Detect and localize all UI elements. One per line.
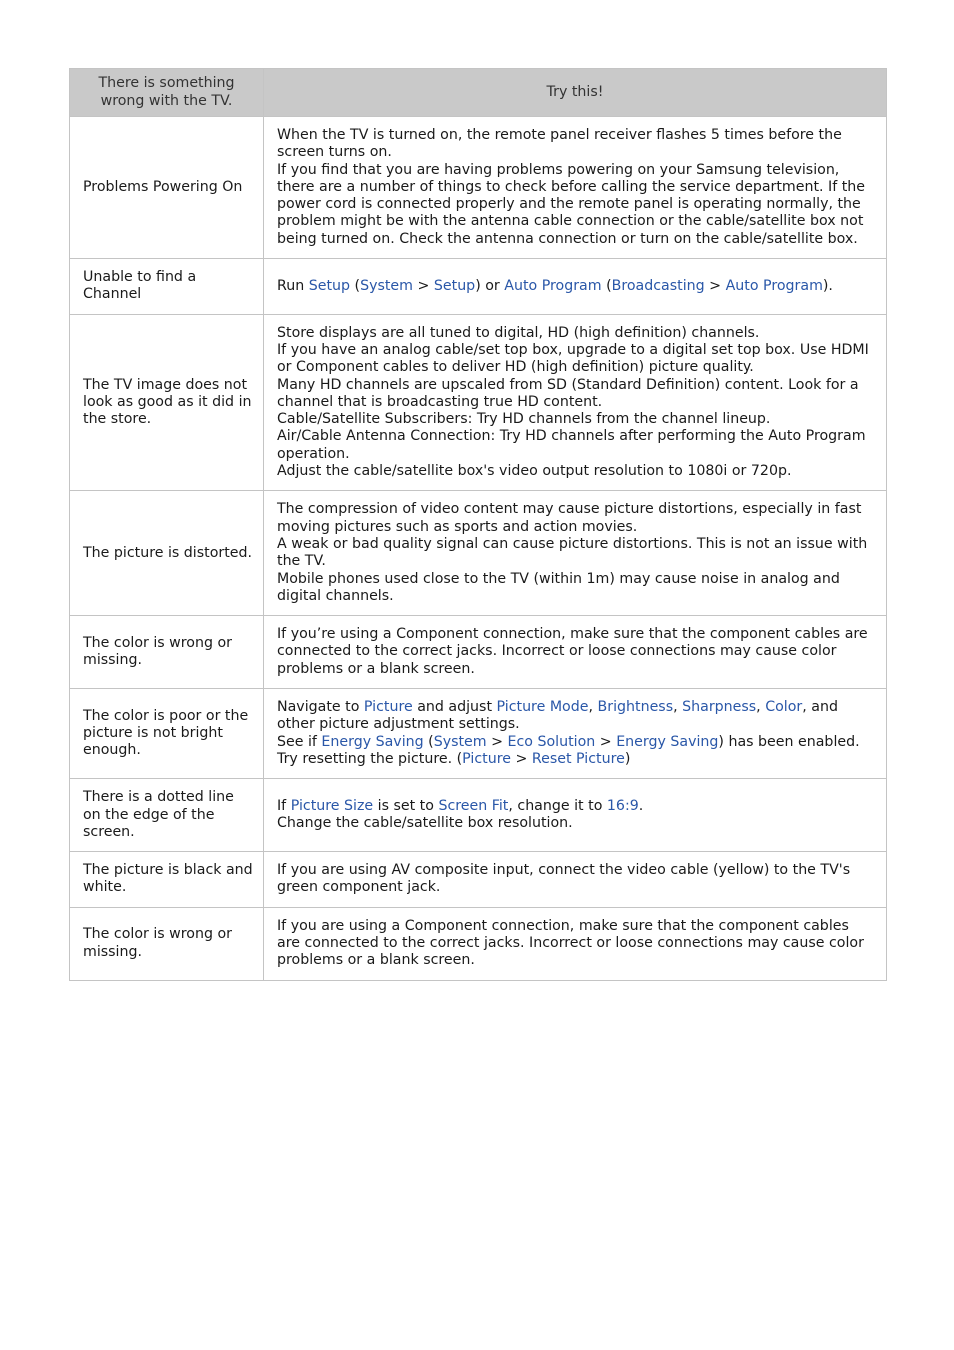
- menu-path-link: Setup: [433, 277, 476, 294]
- solution-cell: [264, 616, 887, 689]
- problem-cell: Problems Powering On: [70, 117, 264, 259]
- solution-line: [277, 734, 873, 751]
- solution-line: [277, 815, 873, 832]
- menu-path-link: Picture Size: [290, 797, 374, 814]
- solution-text: (: [601, 277, 612, 294]
- solution-text: A weak or bad quality signal can cause picture distortions. This is not an issue with the TV.: [277, 535, 868, 570]
- problem-cell: The color is poor or the picture is not bright enough.: [70, 689, 264, 779]
- solution-line: [277, 325, 873, 342]
- table-row: [70, 259, 887, 315]
- table-row: [70, 779, 887, 852]
- solution-text: >: [704, 277, 726, 294]
- solution-cell: [264, 259, 887, 315]
- solution-line: [277, 278, 873, 295]
- solution-line: [277, 463, 873, 480]
- table-row: [70, 314, 887, 491]
- solution-line: [277, 751, 873, 768]
- solution-text: (: [350, 277, 361, 294]
- table-row: [70, 491, 887, 616]
- menu-path-link: Brightness: [597, 699, 674, 716]
- solution-text: Run: [277, 277, 309, 294]
- solution-text: >: [412, 277, 434, 294]
- problem-cell: The color is wrong or missing.: [70, 616, 264, 689]
- menu-path-link: Sharpness: [682, 699, 757, 716]
- table-header-row: [70, 69, 887, 117]
- solution-text: , change it to: [508, 797, 607, 814]
- menu-path-link: Picture Mode: [496, 699, 589, 716]
- menu-path-link: Broadcasting: [611, 277, 705, 294]
- menu-path-link: System: [433, 733, 487, 750]
- menu-path-link: Setup: [308, 277, 351, 294]
- solution-text: ): [624, 750, 631, 767]
- solution-text: Many HD channels are upscaled from SD (Standard Definition) content. Look for a channel that is broadcasting true HD content.: [277, 376, 859, 410]
- solution-cell: [264, 852, 887, 908]
- solution-text: If: [277, 797, 291, 814]
- problem-cell: The TV image does not look as good as it did in the store.: [70, 314, 264, 491]
- solution-text: When the TV is turned on, the remote panel receiver flashes 5 times before the screen turns on.: [277, 127, 842, 161]
- solution-line: [277, 501, 873, 536]
- header-problem: There is something wrong with the TV.: [70, 69, 264, 117]
- solution-text: If you are using a Component connection, make sure that the component cables are connected to the correct jacks. Incorrect or loose connections may cause color problems or a blank screen.: [277, 917, 864, 969]
- solution-text: The compression of video content may cause picture distortions, especially in fast moving pictures such as sports and action movies.: [277, 501, 862, 535]
- solution-cell: [264, 117, 887, 259]
- solution-text: Store displays are all tuned to digital, HD (high definition) channels.: [277, 324, 760, 341]
- troubleshooting-table: [69, 68, 887, 981]
- solution-line: [277, 162, 873, 248]
- solution-text: Cable/Satellite Subscribers: Try HD channels from the channel lineup.: [277, 411, 771, 428]
- solution-line: [277, 411, 873, 428]
- solution-cell: [264, 689, 887, 779]
- solution-text: ,: [588, 699, 598, 716]
- table-row: [70, 117, 887, 259]
- menu-path-link: 16:9: [606, 797, 639, 814]
- solution-text: and adjust: [412, 699, 497, 716]
- solution-line: [277, 699, 873, 734]
- solution-text: >: [510, 750, 532, 767]
- solution-text: is set to: [373, 797, 439, 814]
- solution-line: [277, 918, 873, 970]
- menu-path-link: Energy Saving: [616, 733, 719, 750]
- menu-path-link: Auto Program: [504, 277, 602, 294]
- solution-text: >: [486, 733, 508, 750]
- solution-text: , and other picture adjustment settings.: [277, 699, 838, 733]
- solution-text: ) or: [475, 277, 505, 294]
- solution-line: [277, 127, 873, 162]
- solution-cell: [264, 779, 887, 852]
- solution-cell: [264, 491, 887, 616]
- solution-line: [277, 862, 873, 897]
- solution-text: Mobile phones used close to the TV (within 1m) may cause noise in analog and digital channels.: [277, 570, 840, 604]
- solution-line: [277, 377, 873, 412]
- menu-path-link: Picture: [363, 699, 413, 716]
- problem-cell: The color is wrong or missing.: [70, 907, 264, 980]
- solution-text: Navigate to: [277, 699, 364, 716]
- solution-text: If you have an analog cable/set top box, upgrade to a digital set top box. Use HDMI or Component cables to deliver HD (high definition) picture quality.: [277, 341, 869, 376]
- table-row: [70, 689, 887, 779]
- menu-path-link: Color: [765, 699, 803, 716]
- solution-line: [277, 626, 873, 678]
- menu-path-link: System: [360, 277, 413, 294]
- table-row: [70, 907, 887, 980]
- solution-text: Air/Cable Antenna Connection: Try HD channels after performing the Auto Program operation.: [277, 428, 866, 462]
- menu-path-link: Auto Program: [725, 277, 823, 294]
- menu-path-link: Picture: [462, 750, 511, 767]
- menu-path-link: Energy Saving: [321, 733, 424, 750]
- menu-path-link: Eco Solution: [507, 733, 596, 750]
- menu-path-link: Reset Picture: [531, 750, 625, 767]
- solution-text: Try resetting the picture. (: [277, 750, 463, 767]
- solution-text: ,: [756, 699, 766, 716]
- solution-text: ,: [673, 699, 683, 716]
- problem-cell: The picture is black and white.: [70, 852, 264, 908]
- solution-line: [277, 798, 873, 815]
- problem-cell: Unable to find a Channel: [70, 259, 264, 315]
- solution-text: ).: [822, 277, 833, 294]
- header-solution: Try this!: [264, 69, 887, 117]
- table-body: [70, 117, 887, 981]
- solution-text: Adjust the cable/satellite box's video output resolution to 1080i or 720p.: [277, 463, 792, 480]
- solution-line: [277, 571, 873, 606]
- solution-text: Change the cable/satellite box resolution.: [277, 815, 573, 832]
- solution-text: If you find that you are having problems powering on your Samsung television, there are a number of things to check before calling the service department. If the power cord is connected properly and the remote panel is operating normally, the problem might be with the antenna cable connection or the cable/satellite box not being turned on. Check the antenna connection or turn on the cable/satellite box.: [277, 161, 866, 247]
- problem-cell: The picture is distorted.: [70, 491, 264, 616]
- solution-text: .: [638, 797, 644, 814]
- table-row: [70, 852, 887, 908]
- solution-line: [277, 342, 873, 377]
- solution-line: [277, 536, 873, 571]
- problem-cell: There is a dotted line on the edge of the screen.: [70, 779, 264, 852]
- solution-text: If you are using AV composite input, connect the video cable (yellow) to the TV's green component jack.: [277, 862, 851, 896]
- table-row: [70, 616, 887, 689]
- solution-line: [277, 428, 873, 463]
- solution-text: ) has been enabled.: [718, 733, 860, 750]
- solution-text: If you’re using a Component connection, make sure that the component cables are connected to the correct jacks. Incorrect or loose connections may cause color problems or a blank screen.: [277, 626, 868, 677]
- solution-text: (: [423, 733, 434, 750]
- solution-text: See if: [277, 733, 322, 750]
- solution-cell: [264, 907, 887, 980]
- solution-text: >: [595, 733, 617, 750]
- menu-path-link: Screen Fit: [438, 797, 509, 814]
- solution-cell: [264, 314, 887, 491]
